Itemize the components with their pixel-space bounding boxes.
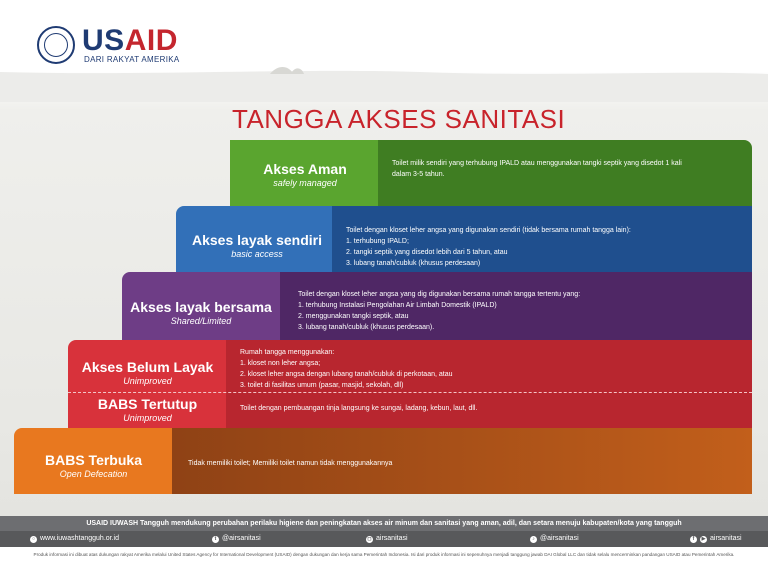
step-subtitle: Open Defecation [59,469,128,479]
step-name: Akses layak bersama [130,299,272,315]
step-label [70,359,225,387]
step-label [230,161,380,189]
step-akses-layak-bersama [122,272,752,340]
usaid-logo: USAID [82,24,178,57]
step-description-babs-tertutup: Toilet dengan pembuangan tinja langsung ke sungai, ladang, kebun, laut, dll. [240,405,478,412]
step-subtitle: Unimproved [123,376,172,386]
step-name: BABS Terbuka [45,452,142,468]
step-description: Toilet dengan kloset leher angsa yang dig digunakan bersama rumah tangga tertentu yang: 1. terhubung Instalasi Pengolahan Air Limbah Domestik (IPALD) 2. menggunakan tangki septik, atau 3. lubang tanah/cubluk (khusus perdesaan). [298,291,581,331]
logo-subtitle: DARI RAKYAT AMERIKA [84,55,180,64]
step-description: Toilet dengan kloset leher angsa yang digunakan sendiri (tidak bersama rumah tangga lain): 1. terhubung IPALD; 2. tangki septik yang disedot lebih dari 5 tahun, atau 3. lubang tanah/cubluk (khusus perdesaan) [346,227,631,267]
step-name: Akses Aman [263,161,347,177]
page-title: TANGGA AKSES SANITASI [232,104,566,134]
footer-link-twitter[interactable]: t @airsanitasi [212,531,261,547]
step-subtitle: safely managed [273,178,337,188]
step-name: Akses Belum Layak [81,359,214,375]
step-subtitle: Unimproved [123,413,172,423]
step-name: Akses layak sendiri [192,232,322,248]
footer-link-instagram[interactable]: ◻ airsanitasi [367,535,408,542]
globe-icon: ○ [31,535,36,542]
footer-link-facebook-youtube[interactable]: f ▶ airsanitasi [690,531,742,547]
step-label [182,232,332,260]
step-subtitle: Shared/Limited [170,316,232,326]
youtube-icon: ▶ [701,535,706,542]
step-label [126,299,276,327]
step-akses-aman [230,140,752,206]
footer-tagline: USAID IUWASH Tangguh mendukung perubahan perilaku higiene dan peningkatan akses air minum dan sanitasi yang aman, adil, dan setara menuju kabupaten/kota yang tangguh [0,516,768,531]
step-babs-terbuka [14,428,752,494]
step-akses-belum-layak [68,340,752,428]
footer-disclaimer: Produk informasi ini dibuat atas dukungan rakyat Amerika melalui United States Agency for International Development (USAID) dengan dukungan dan kerja sama Pemerintah Indonesia. Isi dari produk informasi ini sepenuhnya menjadi tanggung jawab DAI Global LLC dan tidak selalu mencerminkan pandangan USAID atau Pemerintah Amerika. [0,547,768,563]
footer-link-tiktok[interactable]: ♪ @airsanitasi [530,531,579,547]
step-divider [68,392,752,393]
step-label-babs-tertutup [70,396,225,424]
facebook-icon: f [690,536,697,543]
usaid-seal-inner [44,33,68,57]
step-label [16,452,171,480]
step-description: Toilet milik sendiri yang terhubung IPALD atau menggunakan tangki septik yang disedot 1 kali dalam 3-5 tahun. [392,160,682,178]
step-subtitle: basic access [231,249,283,259]
step-description: Tidak memiliki toilet; Memiliki toilet namun tidak menggunakannya [188,460,393,467]
header-wave [0,62,768,102]
tiktok-icon: ♪ [530,536,537,543]
step-name: BABS Tertutup [97,396,198,412]
twitter-icon: t [212,536,219,543]
step-description: Rumah tangga menggunakan: 1. kloset non leher angsa; 2. kloset leher angsa dengan lubang tanah/cubluk di perkotaan, atau 3. toilet di fasilitas umum (pasar, masjid, sekolah, dll) [240,349,453,389]
instagram-icon: ◻ [367,535,372,542]
footer-link-website[interactable]: ○ www.iuwashtangguh.or.id [31,535,119,542]
footer-links [0,531,768,547]
step-akses-layak-sendiri [176,206,752,272]
